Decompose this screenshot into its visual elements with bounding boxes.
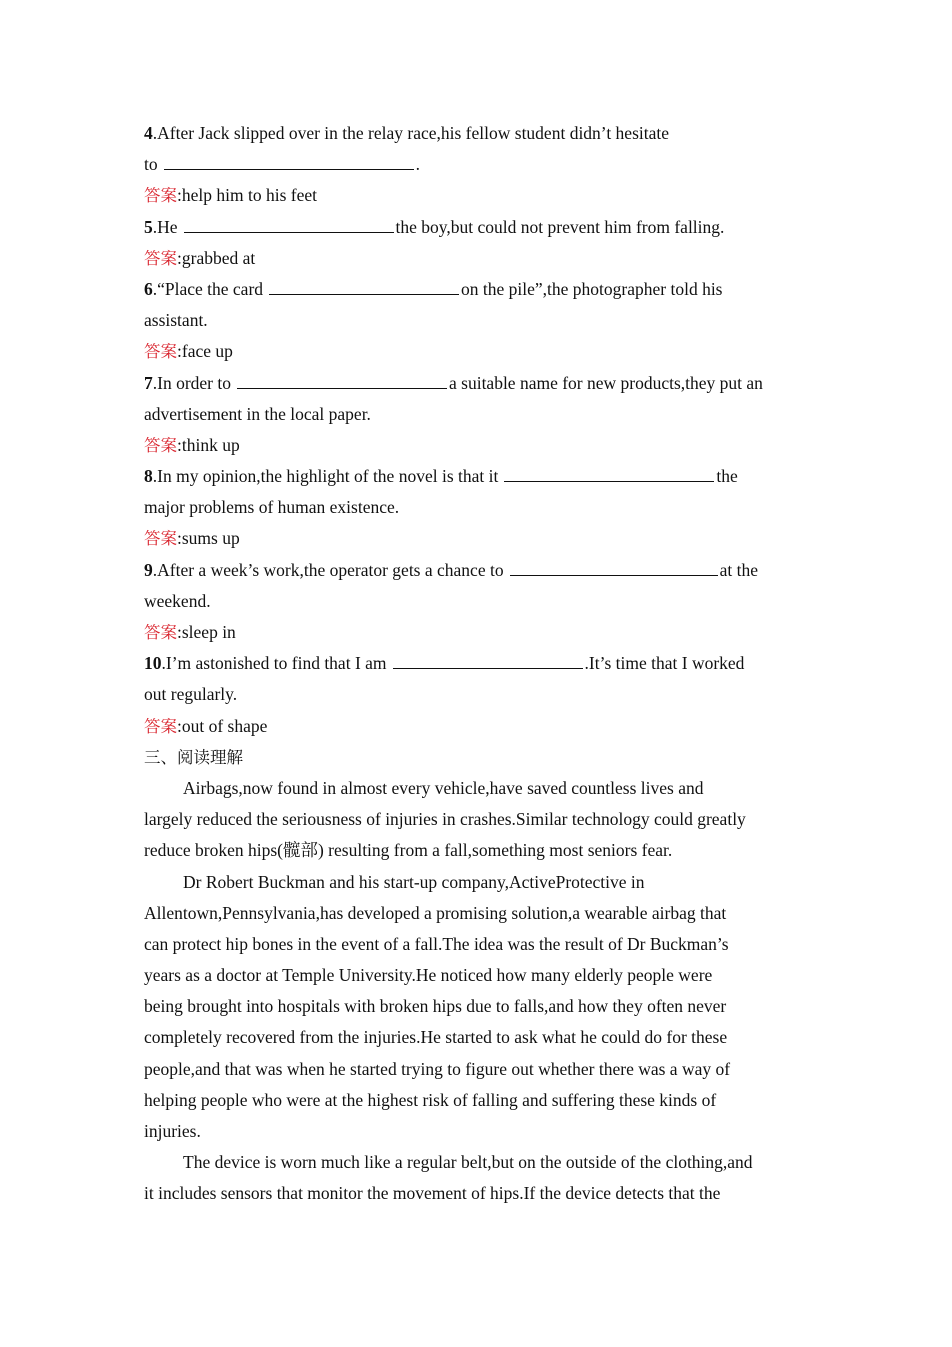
question-text: . [415,154,420,175]
passage-line: Dr Robert Buckman and his start-up company,ActiveProtective in [183,871,645,892]
answer-text: :help him to his feet [177,185,317,206]
passage-line: The device is worn much like a regular belt,but on the outside of the clothing,and [183,1152,753,1173]
question-text: to [144,154,158,175]
question-7-line-2 [144,399,812,430]
question-number: 6 [144,278,153,299]
question-8-line-2 [144,492,812,523]
question-10-line-2 [144,679,812,710]
question-6-line-1 [144,274,812,305]
question-number: 8 [144,466,153,487]
question-9-line-1 [144,555,812,586]
question-4-line-1 [144,118,812,149]
answer-text: :face up [177,341,233,362]
answer-label: 答案 [144,186,177,206]
answer-text: :grabbed at [177,247,256,268]
question-number: 10 [144,653,162,674]
answer-line [144,336,812,367]
answer-line [144,523,812,554]
question-4-line-2 [144,149,812,180]
question-text: .He [152,216,178,237]
answer-text: :think up [177,434,240,455]
question-number: 9 [144,559,153,580]
question-text: .After Jack slipped over in the relay race,his fellow student didn’t hesitate [152,123,669,143]
answer-label: 答案 [144,529,177,549]
answer-blank[interactable] [164,149,414,170]
passage-line: Airbags,now found in almost every vehicle,have saved countless lives and [183,777,704,798]
question-text: the [716,466,738,487]
question-text: weekend. [144,590,211,611]
question-text: major problems of human existence. [144,497,400,518]
answer-line [144,430,812,461]
passage-line: injuries. [144,1121,201,1141]
answer-label: 答案 [144,716,177,736]
passage-line: completely recovered from the injuries.He started to ask what he could do for these [144,1027,728,1048]
answer-blank[interactable] [510,555,718,576]
answer-blank[interactable] [269,274,459,295]
answer-blank[interactable] [237,368,447,389]
question-number: 7 [144,372,153,393]
passage-line: largely reduced the seriousness of injuries in crashes.Similar technology could greatly [144,809,746,830]
question-text: .“Place the card [152,278,264,299]
question-text: .In my opinion,the highlight of the novel is that it [152,466,499,487]
answer-line [144,243,812,274]
answer-label: 答案 [144,342,177,362]
answer-text: :out of shape [177,715,268,736]
answer-line [144,180,812,211]
question-text: advertisement in the local paper. [144,403,371,424]
section-heading: 三、阅读理解 [144,747,243,767]
question-text: assistant. [144,310,208,331]
question-text: the boy,but could not prevent him from falling. [395,216,725,237]
question-9-line-2 [144,586,812,617]
answer-label: 答案 [144,623,177,642]
passage-line: people,and that was when he started trying to figure out whether there was a way of [144,1058,731,1079]
passage-line: years as a doctor at Temple University.He noticed how many elderly people were [144,965,713,986]
answer-label: 答案 [144,435,177,455]
question-7-line-1 [144,368,812,399]
answer-label: 答案 [144,248,177,268]
question-6-line-2 [144,305,812,336]
question-text: out regularly. [144,684,238,705]
question-number: 5 [144,216,153,237]
question-10-line-1 [144,648,812,679]
question-text: .After a week’s work,the operator gets a chance to [152,559,504,580]
passage-line: helping people who were at the highest risk of falling and suffering these kinds of [144,1089,717,1110]
answer-text: :sums up [177,528,240,549]
question-5-line-1 [144,212,812,243]
answer-text: :sleep in [177,622,236,642]
answer-blank[interactable] [504,461,714,482]
document-page [144,118,812,1210]
question-text: .It’s time that I worked [584,653,745,674]
answer-line [144,617,812,648]
passage-line: it includes sensors that monitor the movement of hips.If the device detects that the [144,1183,721,1204]
question-text: .I’m astonished to find that I am [161,653,387,674]
answer-blank[interactable] [393,648,583,669]
passage-line: being brought into hospitals with broken hips due to falls,and how they often never [144,996,727,1017]
answer-blank[interactable] [184,212,394,233]
question-8-line-1 [144,461,812,492]
question-number: 4 [144,123,153,143]
question-text: at the [719,559,758,580]
question-text: a suitable name for new products,they put an [449,372,763,393]
question-text: .In order to [152,372,231,393]
passage-line: Allentown,Pennsylvania,has developed a promising solution,a wearable airbag that [144,902,727,923]
passage-line: can protect hip bones in the event of a fall.The idea was the result of Dr Buckman’s [144,933,729,954]
question-text: on the pile”,the photographer told his [461,278,723,299]
answer-line [144,711,812,742]
passage-line: reduce broken hips(髋部) resulting from a fall,something most seniors fear. [144,840,673,861]
